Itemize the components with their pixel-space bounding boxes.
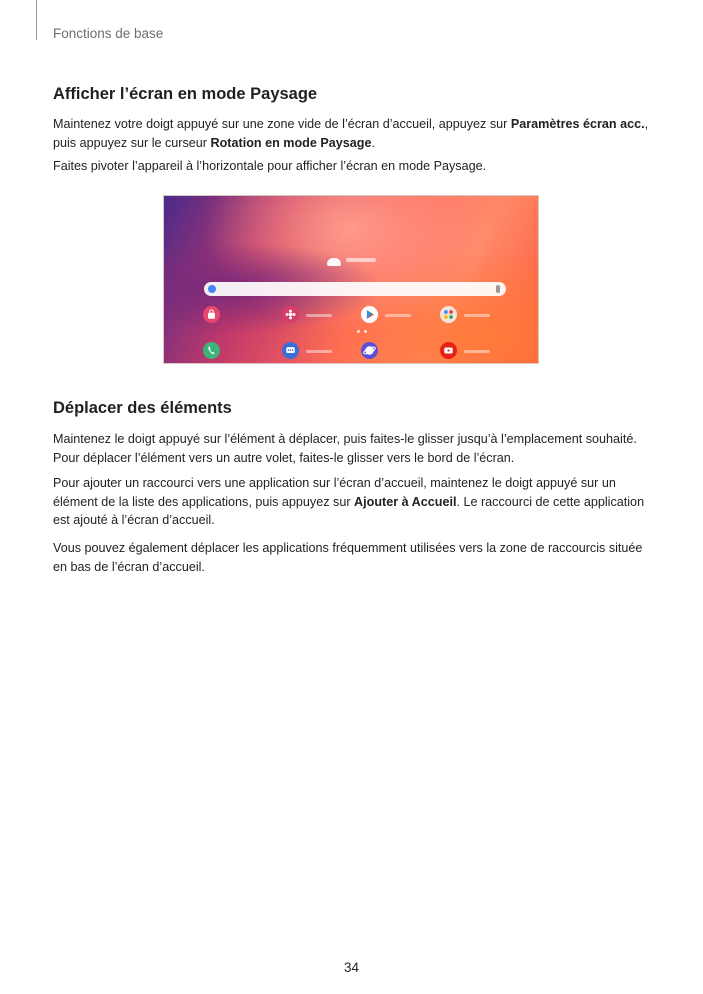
paragraph-add-shortcut: Pour ajouter un raccourci vers une application sur l’écran d’accueil, maintenez le doigt appuyé sur un élément de la liste des applications, puis appuyez sur Ajouter à Accueil. Le raccourci de cette application est ajouté à l’écran d’accueil. (53, 476, 645, 527)
weather-icon (327, 258, 341, 266)
page-number: 34 (343, 960, 360, 975)
section-heading-landscape: Afficher l’écran en mode Paysage (53, 85, 318, 103)
mic-icon (496, 285, 500, 293)
browser-icon (361, 342, 378, 359)
phone-icon (203, 342, 220, 359)
margin-rule (36, 0, 37, 40)
app-label (306, 314, 332, 317)
app-label (385, 314, 411, 317)
store-icon (203, 306, 220, 323)
app-label (464, 314, 490, 317)
flower-app-icon (282, 306, 299, 323)
apps-folder-icon (440, 306, 457, 323)
paragraph-move-items: Maintenez le doigt appuyé sur l’élément à déplacer, puis faites-le glisser jusqu’à l’emplacement souhaité. Pour déplacer l’élément vers un autre volet, faites-le glisser vers le bord de l’écran. (53, 432, 637, 465)
paragraph-shortcut-zone: Vous pouvez également déplacer les applications fréquemment utilisées vers la zone de raccourcis située en bas de l’écran d’accueil. (53, 541, 643, 574)
page-dot (357, 330, 360, 333)
play-store-icon (361, 306, 378, 323)
paragraph-landscape-instructions: Maintenez votre doigt appuyé sur une zone vide de l’écran d’accueil, appuyez sur Paramètres écran acc., puis appuyez sur le curseur Rotation en mode Paysage. (53, 117, 649, 150)
page-indicator (357, 330, 367, 333)
weather-widget-text (346, 258, 376, 262)
page-dot (364, 330, 367, 333)
paragraph-rotate-device: Faites pivoter l’appareil à l’horizontale pour afficher l’écran en mode Paysage. (53, 159, 487, 173)
google-search-bar (204, 282, 506, 296)
google-icon (208, 285, 216, 293)
running-header: Fonctions de base (53, 26, 164, 41)
app-label (306, 350, 332, 353)
section-heading-move-items: Déplacer des éléments (53, 399, 232, 417)
landscape-home-screen-image (163, 195, 539, 364)
app-label (464, 350, 490, 353)
messages-icon (282, 342, 299, 359)
youtube-icon (440, 342, 457, 359)
